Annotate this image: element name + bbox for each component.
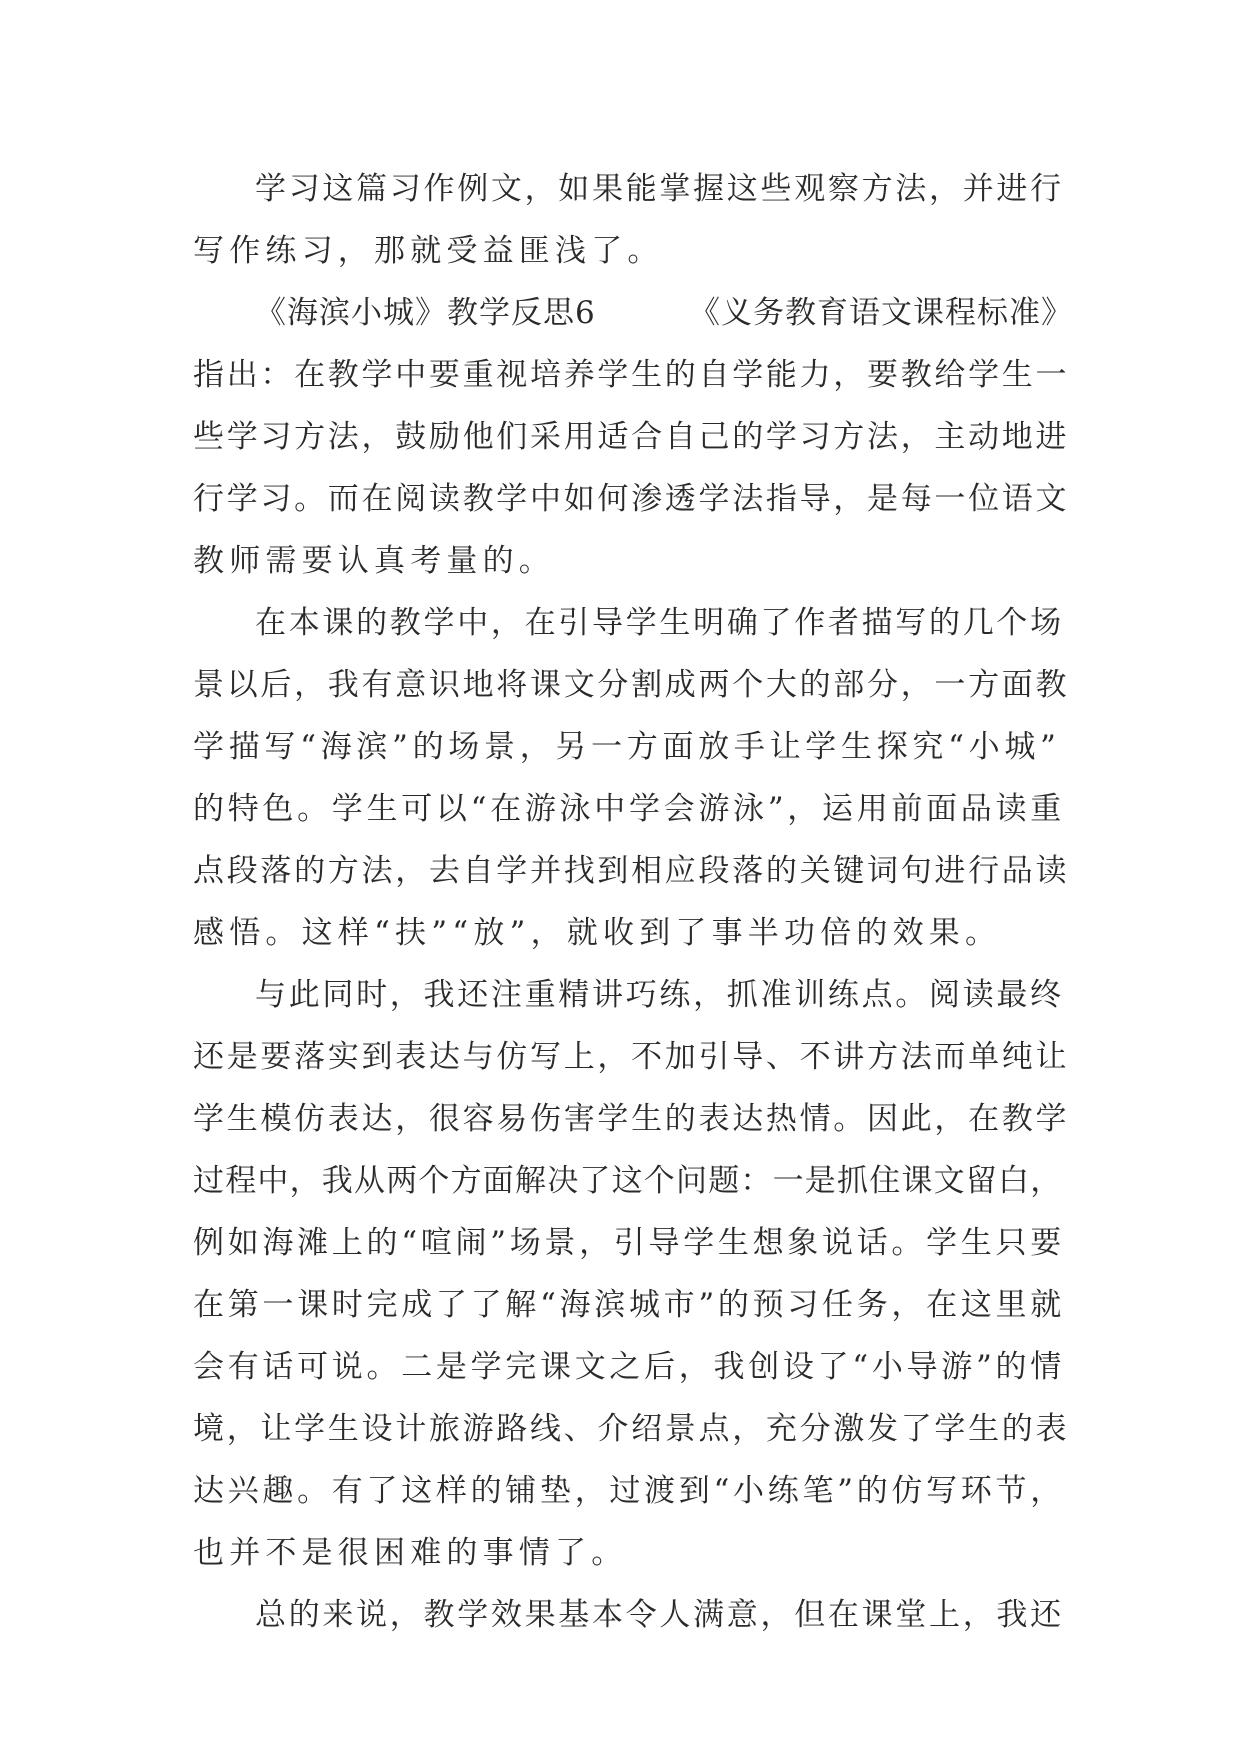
paragraph-line: 学生模仿表达，很容易伤害学生的表达热情。因此，在教学 bbox=[193, 1101, 1070, 1137]
paragraph-line: 在第一课时完成了了解“海滨城市”的预习任务，在这里就 bbox=[193, 1287, 1065, 1323]
section-title: 《海滨小城》教学反思6 bbox=[255, 295, 596, 331]
paragraph-line: 点段落的方法，去自学并找到相应段落的关键词句进行品读 bbox=[193, 853, 1070, 889]
paragraph-line: 也并不是很困难的事情了。 bbox=[193, 1535, 628, 1571]
paragraph-line: 总的来说，教学效果基本令人满意，但在课堂上，我还 bbox=[255, 1597, 1064, 1633]
paragraph-line: 指出：在教学中要重视培养学生的自学能力，要教给学生一 bbox=[193, 357, 1070, 393]
paragraph-line: 学描写“海滨”的场景，另一方面放手让学生探究“小城” bbox=[193, 729, 1061, 765]
document-body bbox=[193, 158, 1073, 1646]
paragraph-line: 与此同时，我还注重精讲巧练，抓准训练点。阅读最终 bbox=[255, 977, 1064, 1013]
paragraph-line: 教师需要认真考量的。 bbox=[193, 543, 555, 579]
paragraph-line: 在本课的教学中，在引导学生明确了作者描写的几个场 bbox=[255, 605, 1064, 641]
paragraph-line: 会有话可说。二是学完课文之后，我创设了“小导游”的情 bbox=[193, 1349, 1065, 1385]
paragraph-line: 些学习方法，鼓励他们采用适合自己的学习方法，主动地进 bbox=[193, 419, 1070, 455]
paragraph-line: 达兴趣。有了这样的铺垫，过渡到“小练笔”的仿写环节， bbox=[193, 1473, 1065, 1509]
paragraph-line: 境，让学生设计旅游路线、介绍景点，充分激发了学生的表 bbox=[193, 1411, 1070, 1447]
paragraph-line: 过程中，我从两个方面解决了这个问题：一是抓住课文留白， bbox=[193, 1163, 1063, 1199]
paragraph-line: 例如海滩上的“喧闹”场景，引导学生想象说话。学生只要 bbox=[193, 1225, 1065, 1261]
paragraph-line: 还是要落实到表达与仿写上，不加引导、不讲方法而单纯让 bbox=[193, 1039, 1070, 1075]
paragraph-line: 写作练习，那就受益匪浅了。 bbox=[193, 233, 664, 269]
paragraph-line: 学习这篇习作例文，如果能掌握这些观察方法，并进行 bbox=[255, 171, 1064, 207]
section-quote: 《义务教育语文课程标准》 bbox=[689, 295, 1073, 331]
paragraph-line: 景以后，我有意识地将课文分割成两个大的部分，一方面教 bbox=[193, 667, 1070, 703]
paragraph-line: 的特色。学生可以“在游泳中学会游泳”，运用前面品读重 bbox=[193, 791, 1065, 827]
section-heading bbox=[193, 282, 1073, 344]
paragraph-line: 感悟。这样“扶”“放”，就收到了事半功倍的效果。 bbox=[193, 915, 1002, 951]
paragraph-line: 行学习。而在阅读教学中如何渗透学法指导，是每一位语文 bbox=[193, 481, 1070, 517]
